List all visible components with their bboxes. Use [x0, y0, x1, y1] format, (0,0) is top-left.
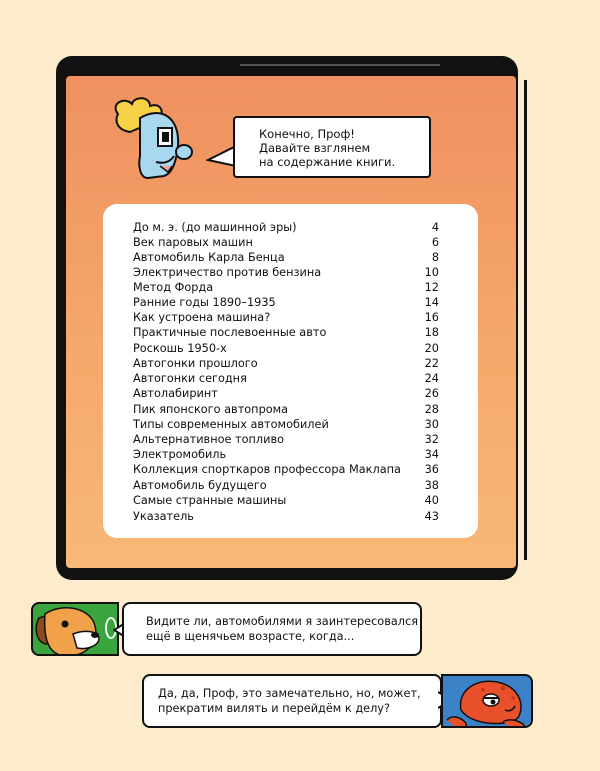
toc-row — [133, 403, 443, 419]
octopus-panel — [441, 674, 533, 728]
toc-row — [133, 221, 443, 237]
toc-page: 8 — [431, 251, 439, 264]
toc-title: Типы современных автомобилей — [133, 418, 329, 431]
toc-title: Век паровых машин — [133, 236, 253, 249]
table-of-contents — [103, 204, 478, 538]
toc-page: 20 — [424, 342, 439, 355]
toc-page: 34 — [424, 448, 439, 461]
speech-bubble-robot — [233, 116, 431, 178]
toc-page: 6 — [431, 236, 439, 249]
toc-page: 36 — [424, 463, 439, 476]
toc-title: Альтернативное топливо — [133, 433, 285, 446]
speech-tail-icon — [206, 142, 236, 172]
toc-page: 12 — [424, 281, 439, 294]
toc-page: 38 — [424, 479, 439, 492]
toc-page: 26 — [424, 387, 439, 400]
toc-title: Коллекция спорткаров профессора Маклапа — [133, 463, 401, 476]
speech-line: на содержание книги. — [259, 155, 396, 169]
toc-page: 40 — [424, 494, 439, 507]
toc-page: 24 — [424, 372, 439, 385]
toc-row — [133, 311, 443, 327]
toc-row — [133, 372, 443, 388]
toc-row — [133, 251, 443, 267]
toc-page: 43 — [424, 510, 439, 523]
toc-page: 4 — [431, 221, 439, 234]
toc-page: 18 — [424, 326, 439, 339]
speech-line: Да, да, Проф, это замечательно, но, может, — [158, 687, 421, 700]
speech-bubble-octopus — [142, 674, 442, 728]
toc-page: 10 — [424, 266, 439, 279]
toc-title: Самые странные машины — [133, 494, 287, 507]
toc-title: Автомобиль Карла Бенца — [133, 251, 285, 264]
toc-title: Метод Форда — [133, 281, 214, 294]
toc-page: 14 — [424, 296, 439, 309]
toc-title: До м. э. (до машинной эры) — [133, 221, 297, 234]
toc-page: 30 — [424, 418, 439, 431]
speech-line: Видите ли, автомобилями я заинтересовался — [146, 615, 419, 628]
toc-title: Автогонки сегодня — [133, 372, 247, 385]
toc-row — [133, 418, 443, 434]
toc-row — [133, 266, 443, 282]
frame-side-edge — [524, 80, 527, 560]
toc-row — [133, 448, 443, 464]
toc-title: Указатель — [133, 510, 194, 523]
toc-title: Пик японского автопрома — [133, 403, 289, 416]
toc-row — [133, 296, 443, 312]
toc-title: Автомобиль будущего — [133, 479, 267, 492]
toc-row — [133, 236, 443, 252]
toc-page: 22 — [424, 357, 439, 370]
toc-row — [133, 510, 443, 526]
toc-title: Автолабиринт — [133, 387, 218, 400]
octopus-character-icon — [443, 676, 533, 728]
toc-title: Электромобиль — [133, 448, 227, 461]
toc-row — [133, 494, 443, 510]
toc-row — [133, 342, 443, 358]
toc-title: Автогонки прошлого — [133, 357, 258, 370]
toc-page: 32 — [424, 433, 439, 446]
speech-line: Конечно, Проф! — [259, 127, 355, 141]
speech-bubble-dog — [122, 602, 422, 656]
toc-title: Электричество против бензина — [133, 266, 322, 279]
speech-line: Давайте взглянем — [259, 141, 371, 155]
toc-title: Ранние годы 1890–1935 — [133, 296, 276, 309]
toc-row — [133, 281, 443, 297]
toc-row — [133, 326, 443, 342]
frame-highlight — [240, 64, 440, 66]
dog-panel — [31, 602, 119, 656]
robot-character-icon — [110, 96, 200, 196]
toc-row — [133, 433, 443, 449]
toc-page: 28 — [424, 403, 439, 416]
toc-row — [133, 357, 443, 373]
toc-row — [133, 463, 443, 479]
toc-row — [133, 479, 443, 495]
toc-title: Практичные послевоенные авто — [133, 326, 327, 339]
speech-line: прекратим вилять и перейдём к делу? — [158, 702, 390, 715]
toc-row — [133, 387, 443, 403]
speech-line: ещё в щенячьем возрасте, когда... — [146, 630, 355, 643]
toc-title: Роскошь 1950-х — [133, 342, 227, 355]
dog-character-icon — [33, 604, 119, 656]
toc-title: Как устроена машина? — [133, 311, 271, 324]
toc-page: 16 — [424, 311, 439, 324]
